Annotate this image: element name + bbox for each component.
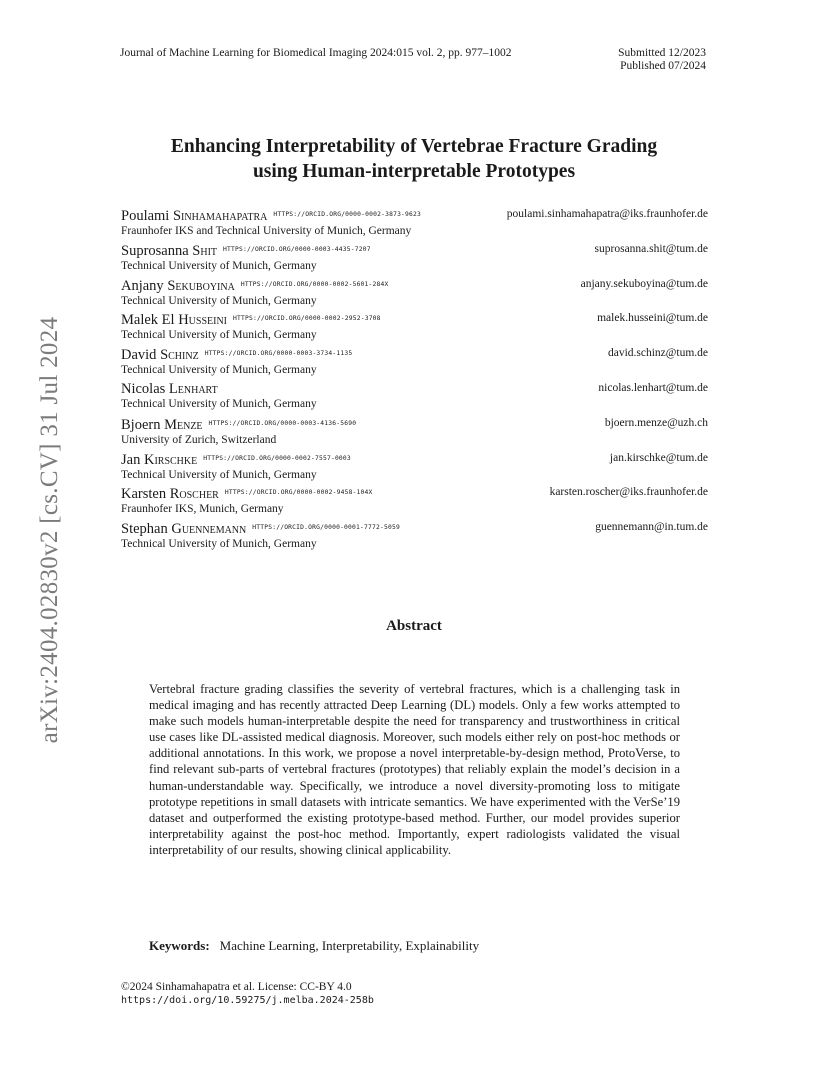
author-entry [121,519,708,554]
arxiv-identifier[interactable]: arXiv:2404.02830v2 [cs.CV] 31 Jul 2024 [36,316,63,744]
author-last-name: Husseini [178,312,227,329]
author-affiliation: Fraunhofer IKS and Technical University of Munich, Germany [121,225,412,237]
orcid-link[interactable]: HTTPS://ORCID.ORG/0000-0003-3734-1135 [204,350,353,358]
author-email[interactable]: anjany.sekuboyina@tum.de [580,277,708,290]
author-email[interactable]: malek.husseini@tum.de [597,312,708,325]
submission-dates [618,47,706,73]
title-line-1: Enhancing Interpretability of Vertebrae Fracture Grading [170,136,658,157]
author-entry [121,380,708,415]
license-block [121,981,374,1007]
paper-title [0,134,828,184]
keywords [149,938,479,954]
author-last-name: Shit [192,242,218,259]
author-email[interactable]: suprosanna.shit@tum.de [594,242,708,255]
author-last-name: Menze [164,416,203,433]
orcid-link[interactable]: HTTPS://ORCID.ORG/0000-0002-5601-284X [240,280,389,288]
author-entry [121,206,708,241]
author-last-name: Sekuboyina [167,277,235,294]
author-last-name: Guennemann [171,521,247,538]
author-first-name: Karsten [121,486,167,503]
author-first-name: Malek El [121,312,175,329]
author-entry [121,450,708,485]
author-first-name: Anjany [121,277,164,294]
orcid-link[interactable]: HTTPS://ORCID.ORG/0000-0002-7557-0003 [203,454,351,462]
author-email[interactable]: nicolas.lenhart@tum.de [598,381,708,394]
orcid-link[interactable]: HTTPS://ORCID.ORG/0000-0003-4136-5690 [208,419,357,427]
doi-link[interactable]: https://doi.org/10.59275/j.melba.2024-258b [121,995,374,1006]
author-entry [121,345,708,380]
keywords-label: Keywords: [149,938,210,953]
author-last-name: Schinz [160,347,199,364]
author-entry [121,276,708,311]
title-line-2: using Human-interpretable Prototypes [252,161,576,182]
author-last-name: Lenhart [168,380,218,397]
author-last-name: Roscher [169,486,219,503]
author-last-name: Sinhamahapatra [172,208,268,224]
orcid-link[interactable]: HTTPS://ORCID.ORG/0000-0001-7772-5059 [252,524,400,532]
author-affiliation: Technical University of Munich, Germany [121,329,317,342]
author-affiliation: Technical University of Munich, Germany [121,538,317,551]
author-first-name: Poulami [121,208,170,224]
abstract-heading: Abstract [386,618,442,634]
author-email[interactable]: guennemann@in.tum.de [595,521,708,534]
author-affiliation: Technical University of Munich, Germany [121,294,317,307]
orcid-link[interactable]: HTTPS://ORCID.ORG/0000-0002-3873-9623 [273,211,422,218]
author-first-name: Nicolas [121,380,166,397]
author-first-name: Suprosanna [121,242,189,259]
author-entry [121,415,708,450]
author-affiliation: Technical University of Munich, Germany [121,397,317,410]
author-entry [121,241,708,276]
author-first-name: Stephan [121,521,168,538]
orcid-link[interactable]: HTTPS://ORCID.ORG/0000-0002-9458-104X [224,489,373,497]
author-email[interactable]: bjoern.menze@uzh.ch [604,416,708,429]
orcid-link[interactable]: HTTPS://ORCID.ORG/0000-0002-2952-3708 [233,315,381,323]
author-affiliation: University of Zurich, Switzerland [121,433,277,446]
author-first-name: Bjoern [121,416,161,433]
author-list [121,206,708,554]
author-email[interactable]: jan.kirschke@tum.de [609,451,708,464]
license-text: ©2024 Sinhamahapatra et al. License: CC-BY 4.0 [121,981,352,993]
author-affiliation: Technical University of Munich, Germany [121,468,317,481]
author-last-name: Kirschke [143,451,198,468]
journal-header: Journal of Machine Learning for Biomedical Imaging 2024:015 vol. 2, pp. 977–1002 [120,47,512,59]
orcid-link[interactable]: HTTPS://ORCID.ORG/0000-0003-4435-7207 [223,245,371,253]
author-email[interactable]: karsten.roscher@iks.fraunhofer.de [549,486,708,499]
submitted-date: Submitted 12/2023 [618,47,706,59]
keywords-list: Machine Learning, Interpretability, Explainability [219,938,480,953]
author-entry [121,310,708,345]
published-date: Published 07/2024 [620,60,706,72]
arxiv-sidebar [10,300,90,760]
author-affiliation: Technical University of Munich, Germany [121,364,317,377]
author-affiliation: Fraunhofer IKS, Munich, Germany [121,503,284,516]
author-email[interactable]: david.schinz@tum.de [607,347,708,360]
author-entry [121,484,708,519]
author-affiliation: Technical University of Munich, Germany [121,259,317,272]
author-first-name: David [121,347,157,364]
abstract-text: Vertebral fracture grading classifies the severity of vertebral fractures, which is a challenging task in medical imaging and has recently attracted Deep Learning (DL) models. Only a few works attempted to make such models human-interpretable despite the need for transparency and trustworthiness in critical use cases like DL-assisted medical diagnosis. Moreover, such models either rely on post-hoc methods or additional annotations. In this work, we propose a novel interpretable-by-design method, ProtoVerse, to find relevant sub-parts of vertebral fractures (prototypes) that reliably explain the model’s decision in a human-understandable way. Specifically, we introduce a novel diversity-promoting loss to mitigate prototype repetitions in small datasets with intricate semantics. We have experimented with the VerSe’19 dataset and outperformed the existing prototype-based method. Further, our model provides superior interpretability against the post-hoc method. Importantly, expert radiologists validated the visual interpretability of our results, showing clinical applicability. [149,682,680,857]
author-first-name: Jan [121,451,141,468]
author-email[interactable]: poulami.sinhamahapatra@iks.fraunhofer.de [506,208,708,220]
